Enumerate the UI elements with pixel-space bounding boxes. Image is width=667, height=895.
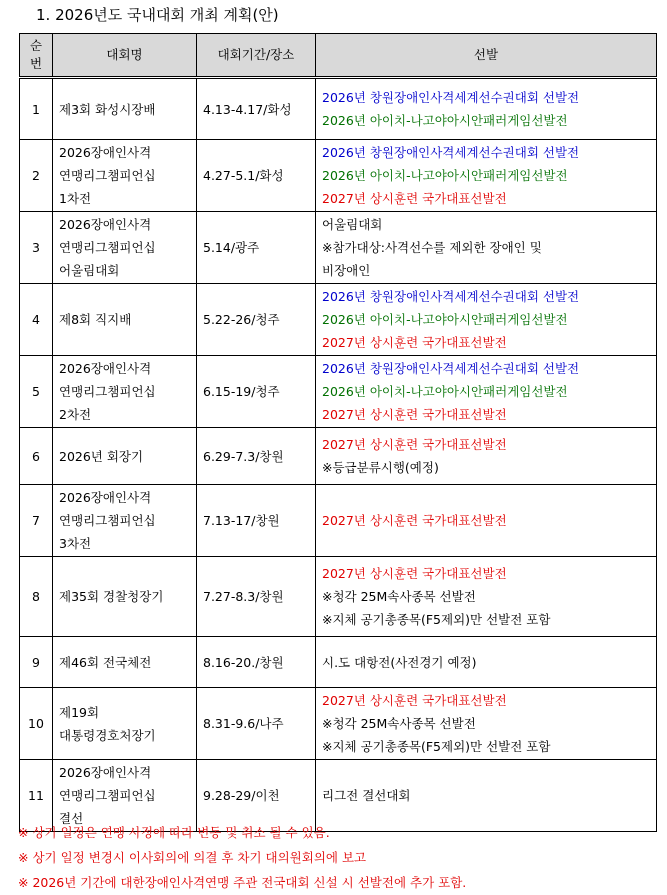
row-number: 3 (20, 212, 53, 284)
selection-line: 2027년 상시훈련 국가대표선발전 (322, 335, 507, 350)
selection-line: ※지체 공기총종목(F5제외)만 선발전 포함 (322, 739, 551, 754)
selection-cell (316, 284, 657, 356)
event-period-cell: 8.16-20./창원 (197, 637, 316, 688)
table-row (20, 688, 657, 760)
event-plan-table (19, 33, 657, 832)
event-name-line: 제19회 (59, 704, 100, 720)
event-name-cell (53, 637, 197, 688)
row-number: 4 (20, 284, 53, 356)
selection-line: 2027년 상시훈련 국가대표선발전 (322, 407, 507, 422)
event-name-line: 연맹리그챔피언십 (59, 513, 156, 528)
event-name-cell (53, 428, 197, 485)
selection-line: 2026년 창원장애인사격세계선수권대회 선발전 (322, 145, 580, 160)
selection-cell (316, 637, 657, 688)
selection-cell (316, 688, 657, 760)
selection-line: ※청각 25M속사종목 선발전 (322, 589, 476, 604)
footnote: ※ 상기 일정은 연맹 사정에 따라 변동 및 취소 될 수 있음. (18, 825, 330, 840)
table-row (20, 637, 657, 688)
table-row (20, 212, 657, 284)
event-period-cell: 4.13-4.17/화성 (197, 78, 316, 140)
header-name: 대회명 (53, 34, 197, 78)
event-name-line: 결선 (59, 811, 84, 826)
page-title: 1. 2026년도 국내대회 개최 계획(안) (36, 6, 279, 24)
event-period-cell: 5.22-26/청주 (197, 284, 316, 356)
selection-line: 비장애인 (322, 263, 371, 278)
event-name-line: 2026장애인사격 (59, 145, 152, 160)
row-number: 2 (20, 140, 53, 212)
event-name-cell (53, 485, 197, 557)
row-number: 8 (20, 557, 53, 637)
event-name-line: 2026장애인사격 (59, 490, 152, 505)
event-name-cell (53, 284, 197, 356)
selection-cell (316, 428, 657, 485)
row-number: 10 (20, 688, 53, 760)
table-row (20, 284, 657, 356)
event-name-line: 2026년 회장기 (59, 448, 144, 464)
selection-line: 2027년 상시훈련 국가대표선발전 (322, 437, 507, 452)
footnote: ※ 2026년 기간에 대한장애인사격연맹 주관 전국대회 신설 시 선발전에 추가 포함. (18, 875, 467, 890)
table-header-row (20, 34, 657, 78)
header-selection: 선발 (316, 34, 657, 78)
event-name-cell (53, 688, 197, 760)
selection-line: ※참가대상:사격선수를 제외한 장애인 및 (322, 240, 542, 255)
selection-line: 2026년 창원장애인사격세계선수권대회 선발전 (322, 90, 580, 105)
event-name-line: 연맹리그챔피언십 (59, 168, 156, 183)
event-name-line: 제3회 화성시장배 (59, 101, 156, 117)
selection-cell (316, 212, 657, 284)
selection-line: 2026년 창원장애인사격세계선수권대회 선발전 (322, 361, 580, 376)
event-period-cell: 7.13-17/창원 (197, 485, 316, 557)
event-name-line: 제8회 직지배 (59, 312, 132, 327)
selection-line: 2027년 상시훈련 국가대표선발전 (322, 566, 507, 581)
row-number: 1 (20, 78, 53, 140)
selection-line: 2026년 아이치-나고야아시안패러게임선발전 (322, 168, 568, 183)
selection-line: 2027년 상시훈련 국가대표선발전 (322, 693, 507, 708)
event-name-line: 2026장애인사격 (59, 765, 152, 780)
selection-line: 2026년 아이치-나고야아시안패러게임선발전 (322, 384, 568, 399)
table-row (20, 356, 657, 428)
selection-line: 어울림대회 (322, 217, 383, 232)
event-name-line: 3차전 (59, 536, 92, 551)
table-row (20, 428, 657, 485)
selection-line: 2027년 상시훈련 국가대표선발전 (322, 513, 507, 528)
event-name-line: 2차전 (59, 407, 92, 422)
table-body (20, 78, 657, 832)
table-row (20, 557, 657, 637)
table-row (20, 140, 657, 212)
event-period-cell: 6.29-7.3/창원 (197, 428, 316, 485)
event-name-line: 어울림대회 (59, 263, 120, 278)
selection-cell (316, 557, 657, 637)
event-name-cell (53, 212, 197, 284)
event-name-line: 제46회 전국체전 (59, 654, 152, 670)
row-number: 5 (20, 356, 53, 428)
event-name-line: 연맹리그챔피언십 (59, 788, 156, 803)
selection-line: 2026년 창원장애인사격세계선수권대회 선발전 (322, 289, 580, 304)
row-number: 11 (20, 760, 53, 832)
footnotes (18, 820, 466, 895)
event-name-line: 2026장애인사격 (59, 361, 152, 376)
event-period-cell: 4.27-5.1/화성 (197, 140, 316, 212)
selection-cell (316, 140, 657, 212)
selection-cell (316, 356, 657, 428)
event-name-cell (53, 78, 197, 140)
event-name-line: 1차전 (59, 191, 92, 206)
event-period-cell: 7.27-8.3/창원 (197, 557, 316, 637)
event-period-cell: 6.15-19/청주 (197, 356, 316, 428)
selection-line: 2027년 상시훈련 국가대표선발전 (322, 191, 507, 206)
selection-line: 2026년 아이치-나고야아시안패러게임선발전 (322, 113, 568, 128)
event-name-line: 제35회 경찰청장기 (59, 589, 164, 604)
selection-line: ※등급분류시행(예정) (322, 460, 439, 475)
row-number: 6 (20, 428, 53, 485)
selection-line: 시.도 대항전(사전경기 예정) (322, 654, 477, 670)
event-name-cell (53, 557, 197, 637)
row-number: 7 (20, 485, 53, 557)
selection-line: ※지체 공기총종목(F5제외)만 선발전 포함 (322, 612, 551, 627)
event-period-cell: 8.31-9.6/나주 (197, 688, 316, 760)
footnote: ※ 상기 일정 변경시 이사회의에 의결 후 차기 대의원회의에 보고 (18, 850, 367, 865)
event-name-line: 2026장애인사격 (59, 217, 152, 232)
row-number: 9 (20, 637, 53, 688)
header-period: 대회기간/장소 (197, 34, 316, 78)
event-name-line: 대통령경호처장기 (59, 727, 156, 743)
selection-line: 2026년 아이치-나고야아시안패러게임선발전 (322, 312, 568, 327)
table-row (20, 485, 657, 557)
event-name-cell (53, 356, 197, 428)
selection-line: ※청각 25M속사종목 선발전 (322, 716, 476, 731)
event-name-line: 연맹리그챔피언십 (59, 384, 156, 399)
selection-cell (316, 78, 657, 140)
selection-cell (316, 485, 657, 557)
event-period-cell: 5.14/광주 (197, 212, 316, 284)
event-period-cell: 9.28-29/이천 (197, 760, 316, 832)
table-row (20, 78, 657, 140)
selection-line: 리그전 결선대회 (322, 788, 411, 803)
event-name-line: 연맹리그챔피언십 (59, 240, 156, 255)
event-name-cell (53, 140, 197, 212)
header-no: 순 번 (20, 34, 53, 78)
